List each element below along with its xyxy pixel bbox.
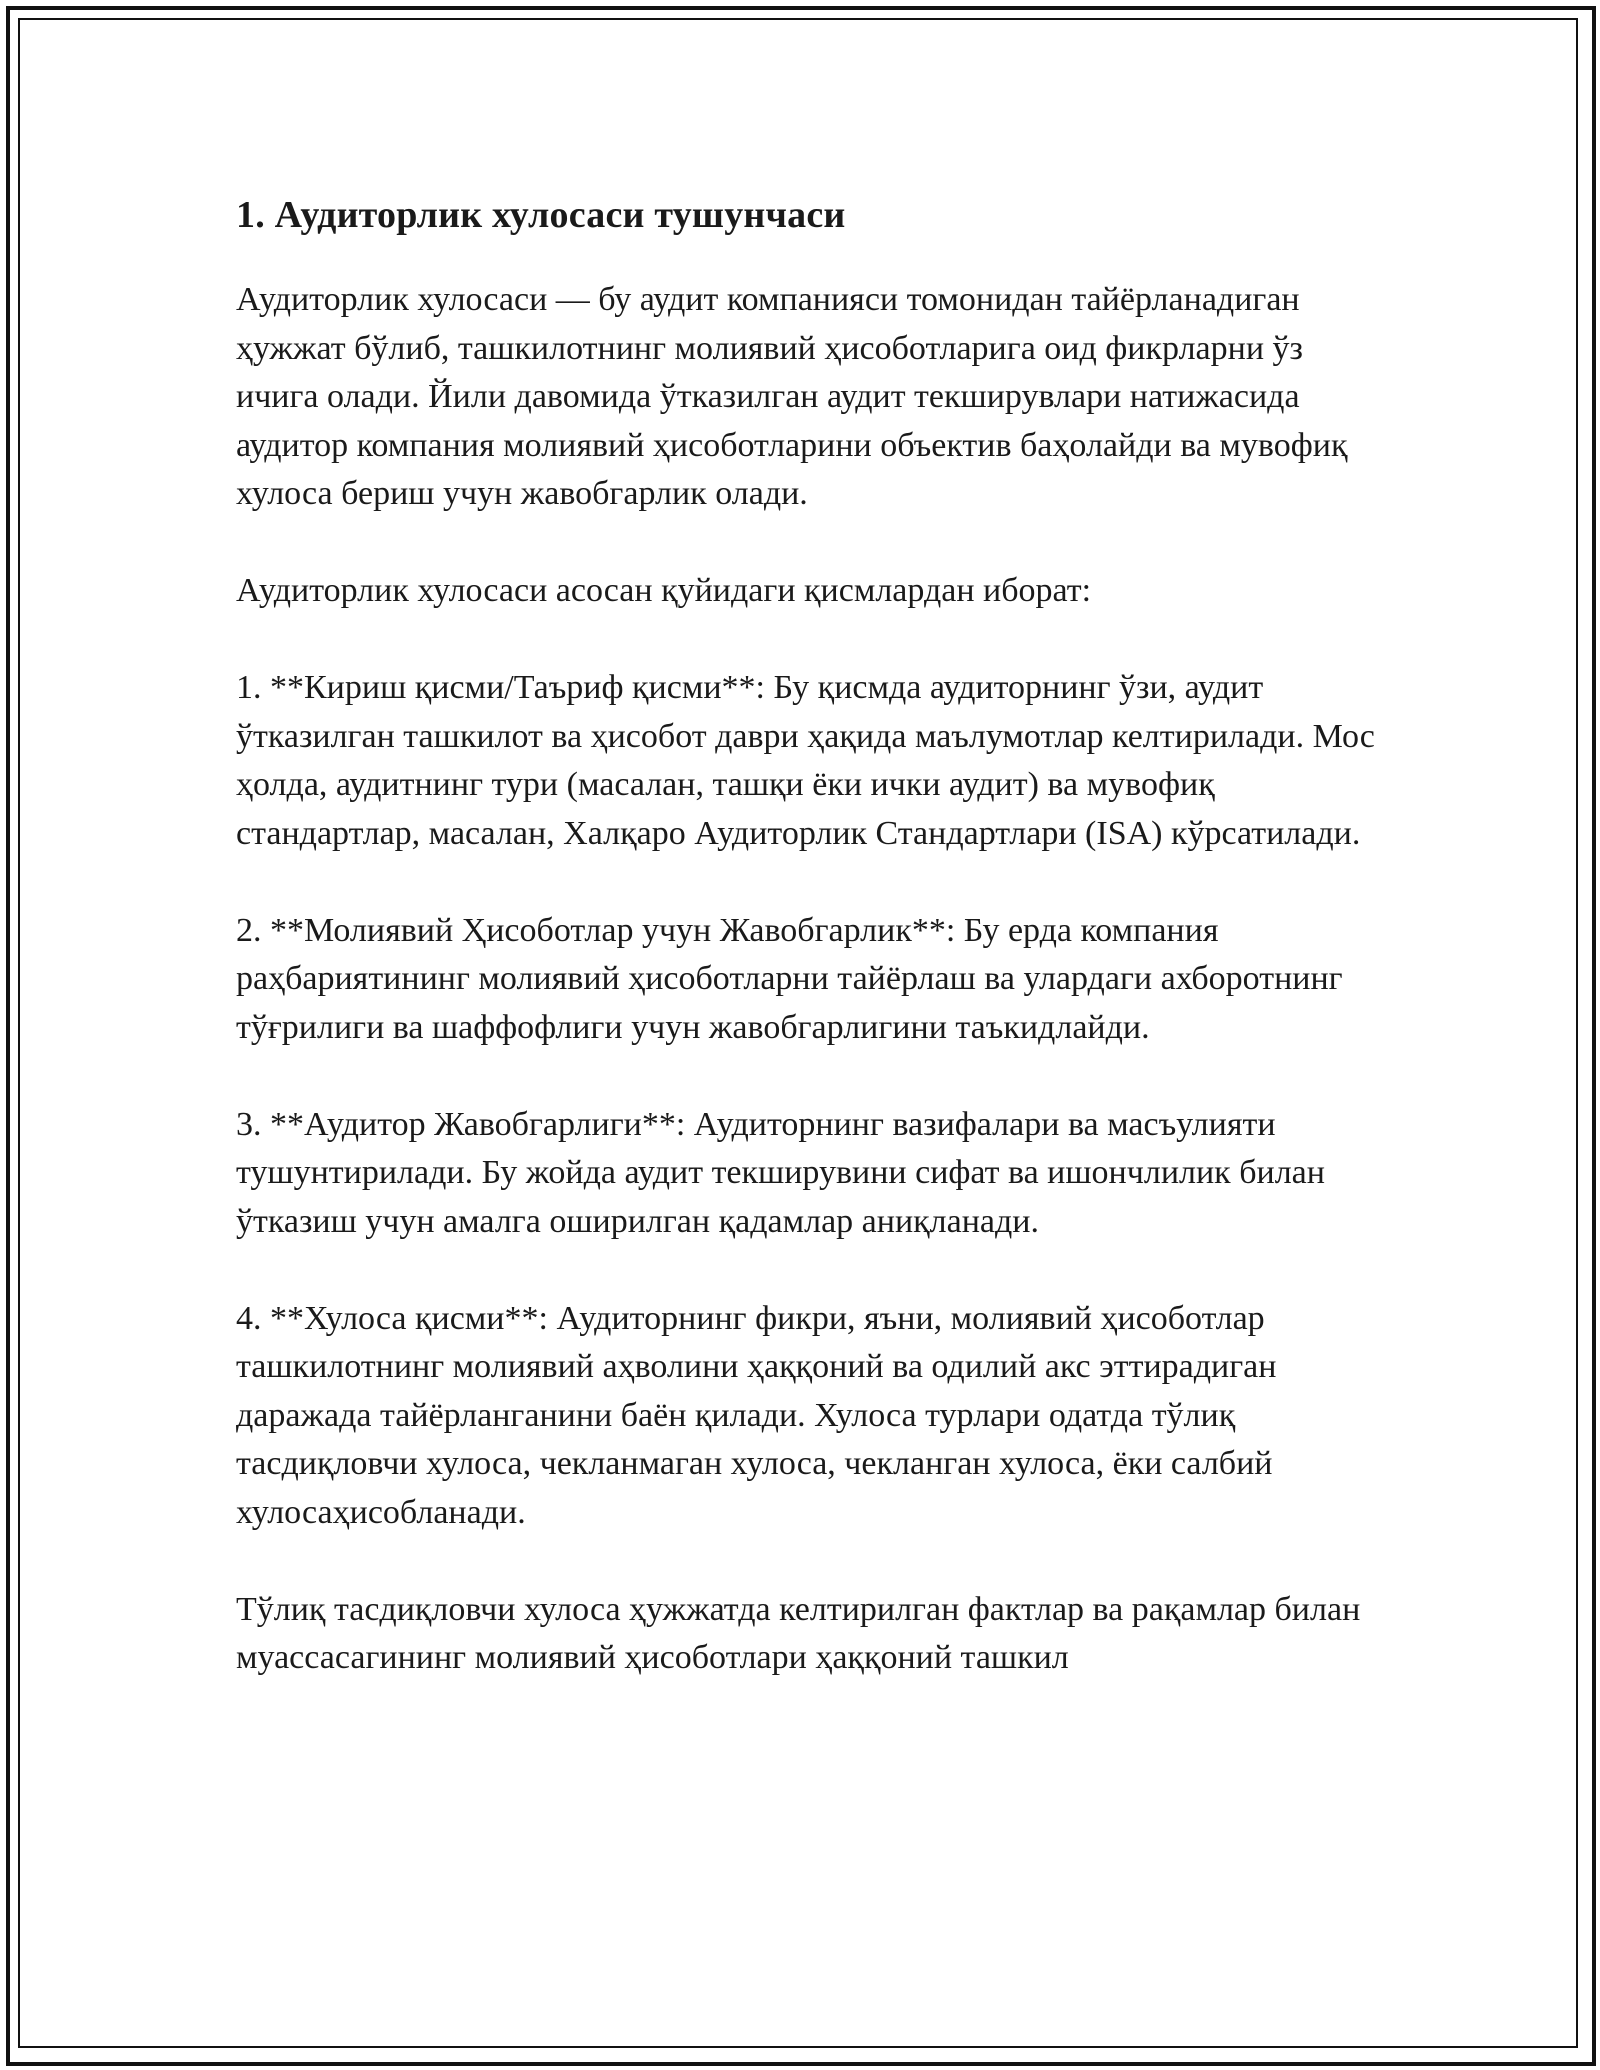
paragraph-full-opinion: Тўлиқ тасдиқловчи хулоса ҳужжатда келтирилган фактлар ва рақамлар билан муассасагининг молиявий ҳисоботлари ҳаққоний ташкил <box>236 1590 1361 1676</box>
paragraph-item-1: 1. **Кириш қисми/Таъриф қисми**: Бу қисмда аудиторнинг ўзи, аудит ўтказилган ташкилот ва ҳисобот даври ҳақида маълумотлар келтирилади. Мос ҳолда, аудитнинг тури (масалан, ташқи ёки ички аудит) ва мувофиқ стандартлар, масалан, Халқаро Аудиторлик Стандартлари (ISA) кўрсатилади. <box>236 669 1375 852</box>
paragraph-definition: Аудиторлик хулосаси — бу аудит компанияси томонидан тайёрланадиган ҳужжат бўлиб, ташкилотнинг молиявий ҳисоботларига оид фикрларни ўз ичига олади. Йили давомида ўтказилган аудит текширувлари натижасида аудитор компания молиявий ҳисоботларини объектив баҳолайди ва мувофиқ хулоса бериш учун жавобгарлик олади. <box>236 281 1348 512</box>
section-heading: 1. Аудиторлик хулосаси тушунчаси <box>236 194 846 236</box>
paragraph-item-3: 3. **Аудитор Жавобгарлиги**: Аудиторнинг вазифалари ва масъулияти тушунтирилади. Бу жойда аудит текширувини сифат ва ишончлилик билан ўтказиш учун амалга оширилган қадамлар аниқланади. <box>236 1105 1325 1240</box>
paragraph-parts-intro: Аудиторлик хулосаси асосан қуйидаги қисмлардан иборат: <box>236 572 1092 609</box>
paragraph-item-2: 2. **Молиявий Ҳисоботлар учун Жавобгарлик**: Бу ерда компания раҳбариятининг молиявий ҳисоботларни тайёрлаш ва улардаги ахборотнинг тўғрилиги ва шаффофлиги учун жавобгарлигини таъкидлайди. <box>236 911 1343 1046</box>
paragraph-item-4: 4. **Хулоса қисми**: Аудиторнинг фикри, яъни, молиявий ҳисоботлар ташкилотнинг молиявий аҳволини ҳаққоний ва одилий акс эттирадиган даражада тайёрланганини баён қилади. Хулоса турлари одатда тўлиқ тасдиқловчи хулоса, чекланмаган хулоса, чекланган хулоса, ёки салбий хулосаҳисобланади. <box>236 1299 1277 1531</box>
document-body <box>236 182 1376 1683</box>
